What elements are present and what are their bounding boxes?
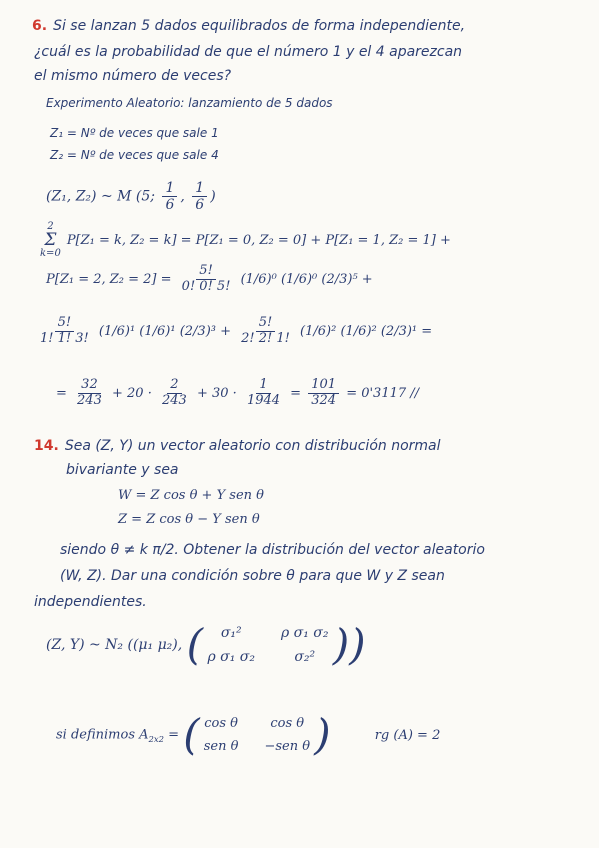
coef-b-num: 5! [55,316,75,332]
cov-21: ρ σ₁ σ₂ [207,649,255,665]
powers-b: (1/6)¹ (1/6)¹ (2/3)³ + [98,323,232,339]
result-frac-4-den: 324 [311,392,337,408]
a-subscript: 2x2 [148,734,165,745]
problem14-statement-1: Sea (Z, Y) un vector aleatorio con distribución normal [64,438,441,454]
coef-b [37,316,92,347]
multinomial-distribution: (Z₁, Z₂) ~ M (5; $\frac{1}{6}$ , $\frac{1}{6}$ ) [46,180,216,214]
p2-line [46,264,373,295]
result-frac-3-num: 1 [256,378,270,394]
result-frac-3-den: 1944 [246,392,281,408]
frac-num: 1 [192,180,207,197]
result-line: = $\frac{32}{243}$ + 20 · $\frac{2}{243}$ + 30 · $\frac{1}{1944}$ = $\frac{101}{324}$ = 0'3117 // [56,377,420,408]
problem6-number: 6. [32,18,48,34]
frac-one-sixth-a [162,180,177,213]
if-define-label: si definimos A [56,727,149,743]
cov-12: ρ σ₁ σ₂ [280,625,329,641]
distribution-lhs: (Z₁, Z₂) ~ M (5; [46,188,160,205]
coef-c [238,316,293,347]
result-frac-2 [159,378,190,409]
experiment-line: Experimento Aleatorio: lanzamiento de 5 dados [46,96,333,110]
rank-statement: rg (A) = 2 [374,727,441,743]
left-paren-icon: ( [186,620,204,669]
frac-num: 1 [162,180,177,197]
final-result: = 0'3117 // [346,385,420,401]
sum-expression: P[Z₁ = k, Z₂ = k] = P[Z₁ = 0, Z₂ = 0] + P[Z₁ = 1, Z₂ = 1] + [66,233,451,248]
result-frac-2-den: 243 [161,392,187,408]
condition-line-1: siendo θ ≠ k π/2. Obtener la distribución del vector aleatorio [60,542,485,558]
result-frac-4-num: 101 [308,378,339,394]
summation-line [40,222,451,259]
covariance-matrix [208,625,329,665]
frac-den: 6 [195,197,205,214]
powers-a: (1/6)⁰ (1/6)⁰ (2/3)⁵ + [240,271,373,287]
frac-den: 6 [165,197,175,214]
coef-a-den: 0! 0! 5! [181,278,231,294]
problem6-statement-1: Si se lanzan 5 dados equilibrados de forma independiente, [53,18,466,34]
a-12: cos θ [270,716,305,731]
right-paren-icon: )) [332,620,366,669]
powers-c: (1/6)² (1/6)² (2/3)¹ = [300,323,433,339]
result-frac-2-num: 2 [167,378,181,394]
problem14-statement-2: bivariante y sea [66,462,179,478]
z1-definition: Z₁ = Nº de veces que sale 1 [50,126,219,140]
problem6-statement-3: el mismo número de veces? [34,68,232,84]
problem14-line1 [34,438,441,454]
p2-lhs: P[Z₁ = 2, Z₂ = 2] = [46,271,172,287]
terms-line [34,316,432,347]
coef-a [179,264,234,295]
result-frac-1-num: 32 [78,378,101,394]
problem6-line1 [32,18,465,34]
a-22: −sen θ [264,739,311,754]
plus-thirty: + 30 · [196,385,237,401]
result-frac-3 [244,378,283,409]
normal-lhs: (Z, Y) ~ N₂ ((μ₁ μ₂), [46,637,183,653]
a-11: cos θ [204,716,238,731]
problem14-number: 14. [34,438,59,454]
left-paren-icon: ( [183,710,200,759]
cov-11: σ₁² [220,625,242,641]
a-equals: = [168,727,180,743]
cov-22: σ₂² [294,649,316,665]
z-definition: Z = Z cos θ − Y sen θ [118,512,260,527]
a-21: sen θ [203,739,239,754]
right-paren-icon: ) [314,710,331,759]
sum-top: 2 [47,221,54,232]
plus-twenty: + 20 · [112,385,152,401]
coef-b-den: 1! 1! 3! [40,330,89,346]
equals-sign: = [290,385,302,401]
bivariate-normal-line [46,620,366,669]
result-frac-1 [74,378,105,409]
condition-line-2: (W, Z). Dar una condición sobre θ para que W y Z sean [60,568,445,584]
summation-symbol: 2 Σ k=0 [40,221,61,259]
matrix-a [204,716,310,754]
frac-one-sixth-b [192,180,207,213]
w-definition: W = Z cos θ + Y sen θ [118,488,264,503]
z2-definition: Z₂ = Nº de veces que sale 4 [50,148,219,162]
coef-c-num: 5! [256,316,276,332]
coef-a-num: 5! [196,264,216,280]
sum-bottom: k=0 [40,248,61,259]
coef-c-den: 2! 2! 1! [241,330,290,346]
result-frac-1-den: 243 [77,392,102,408]
condition-line-3: independientes. [34,594,147,610]
problem6-statement-2: ¿cuál es la probabilidad de que el número 1 y el 4 aparezcan [34,44,463,60]
result-frac-4 [308,378,339,409]
matrix-a-line [56,710,441,759]
